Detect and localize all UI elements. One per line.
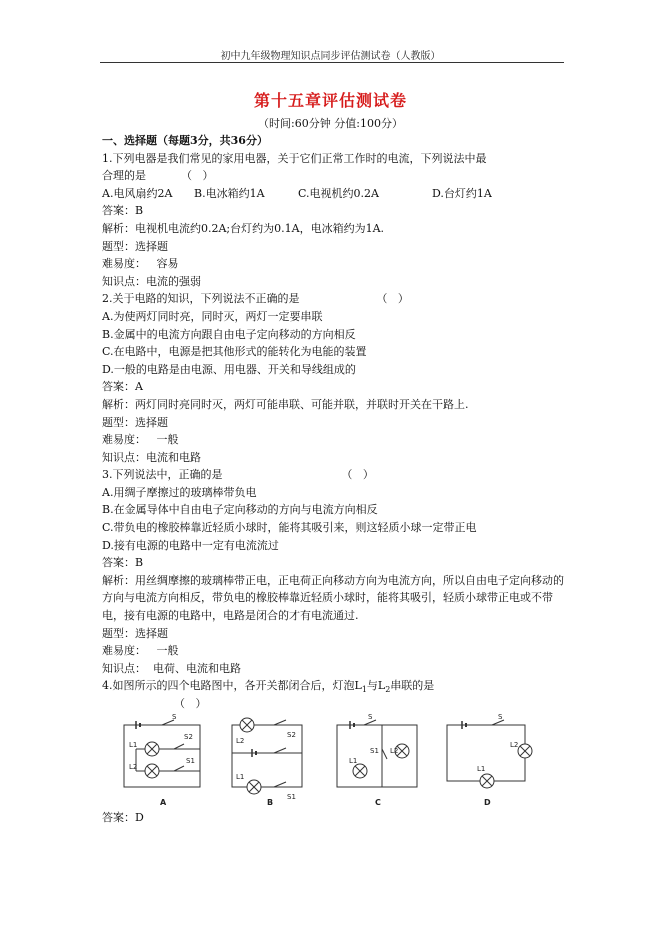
q1-type: 题型：选择题 <box>102 239 168 253</box>
q1-option-d: D.台灯约1A <box>432 186 492 200</box>
label-c-s1: S1 <box>370 746 379 755</box>
label-a-s: S <box>172 712 177 721</box>
label-a-l2: L2 <box>129 762 138 771</box>
q2-option-c: C.在电路中，电源是把其他形式的能转化为电能的装置 <box>102 345 367 359</box>
label-d-l2: L2 <box>510 740 519 749</box>
q4-stem-post: 串联的是 <box>390 679 435 693</box>
q1-knowledge: 知识点：电流的强弱 <box>102 274 201 288</box>
page-title: 第十五章评估测试卷 <box>253 91 407 110</box>
q3-option-d: D.接有电源的电路中一定有电流流过 <box>102 538 279 552</box>
label-c-l1: L1 <box>349 756 358 765</box>
page-header: 初中九年级物理知识点同步评估测试卷（人教版） <box>220 51 441 62</box>
label-c-s: S <box>368 712 373 721</box>
q2-type: 题型：选择题 <box>102 415 168 429</box>
q3-type: 题型：选择题 <box>102 626 168 640</box>
label-b-s2: S2 <box>287 730 296 739</box>
q2-option-d: D.一般的电路是由电源、用电器、开关和导线组成的 <box>102 362 356 376</box>
q4-sub1: 1 <box>361 685 367 695</box>
label-b-l1: L1 <box>236 772 245 781</box>
q4-bracket: （ ） <box>174 697 207 710</box>
q4-stem-pre: 4.如图所示的四个电路图中，各开关都闭合后，灯泡L <box>102 679 362 693</box>
diagram-label-b: B <box>267 797 274 807</box>
q3-option-a: A.用绸子摩擦过的玻璃棒带负电 <box>102 485 257 499</box>
exam-info: （时间:60分钟 分值:100分） <box>258 117 403 130</box>
q3-stem: 3.下列说法中，正确的是 （ ） <box>102 468 374 482</box>
q1-analysis: 解析：电视机电流约0.2A;台灯约为0.1A，电冰箱约为1A. <box>102 221 385 235</box>
q2-analysis: 解析：两灯同时亮同时灭，两灯可能串联、可能并联，并联时开关在干路上. <box>102 397 469 411</box>
q1-options <box>102 185 567 203</box>
circuit-d <box>447 720 532 788</box>
section-heading: 一、选择题（每题3分，共36分） <box>102 134 268 147</box>
q2-option-a: A.为使两灯同时亮，同时灭，两灯一定要串联 <box>102 309 323 323</box>
q4-stem-mid: 与L <box>366 679 386 693</box>
label-b-l2: L2 <box>236 736 245 745</box>
q1-option-a: A.电风扇约2A <box>102 186 173 200</box>
circuit-diagrams-svg <box>102 713 567 809</box>
q4-answer: 答案：D <box>102 810 144 824</box>
diagram-label-c: C <box>375 797 381 807</box>
header-divider <box>100 62 564 63</box>
q3-knowledge: 知识点： 电荷、电流和电路 <box>102 661 241 675</box>
label-a-s1: S1 <box>186 756 195 765</box>
q3-analysis: 解析：用丝绸摩擦的玻璃棒带正电，正电荷正向移动方向为电流方向，所以自由电子定向移动的方向与电流方向相反，带负电的橡胶棒靠近轻质小球时，能将其吸引，轻质小球带正电或不带电，接有电源的电路中，电路是闭合的才有电流通过. <box>102 573 564 623</box>
q1-option-c: C.电视机约0.2A <box>298 186 379 200</box>
label-d-s: S <box>498 712 503 721</box>
diagram-label-a: A <box>160 797 167 807</box>
q1-difficulty: 难易度： 容易 <box>102 257 179 271</box>
q4-sub2: 2 <box>385 685 391 695</box>
q3-option-c: C.带负电的橡胶棒靠近轻质小球时，能将其吸引来，则这轻质小球一定带正电 <box>102 521 477 535</box>
q3-difficulty: 难易度： 一般 <box>102 644 179 658</box>
label-b-s1: S1 <box>287 792 296 801</box>
q2-answer: 答案：A <box>102 380 143 394</box>
q1-stem-line2: 合理的是 （ ） <box>102 169 214 183</box>
q2-difficulty: 难易度： 一般 <box>102 433 179 447</box>
q1-stem-line1: 1.下列电器是我们常见的家用电器，关于它们正常工作时的电流，下列说法中最 <box>102 151 487 165</box>
q1-option-b: B.电冰箱约1A <box>194 186 265 200</box>
q4-circuit-figure <box>102 713 567 809</box>
exam-content <box>102 132 567 826</box>
label-a-s2: S2 <box>184 732 193 741</box>
q1-answer: 答案：B <box>102 204 144 218</box>
q2-knowledge: 知识点：电流和电路 <box>102 450 201 464</box>
q3-option-b: B.在金属导体中自由电子定向移动的方向与电流方向相反 <box>102 503 378 517</box>
q2-stem: 2.关于电路的知识，下列说法不正确的是 （ ） <box>102 292 409 306</box>
q4-bracket-line <box>102 695 567 713</box>
circuit-b <box>232 718 302 794</box>
label-a-l1: L1 <box>129 740 138 749</box>
label-d-l1: L1 <box>477 764 486 773</box>
diagram-label-d: D <box>484 797 491 807</box>
q2-option-b: B.金属中的电流方向跟自由电子定向移动的方向相反 <box>102 327 356 341</box>
circuit-a <box>124 720 200 787</box>
q4-stem <box>102 677 567 695</box>
label-c-l2: L2 <box>390 746 399 755</box>
q3-answer: 答案：B <box>102 556 144 570</box>
